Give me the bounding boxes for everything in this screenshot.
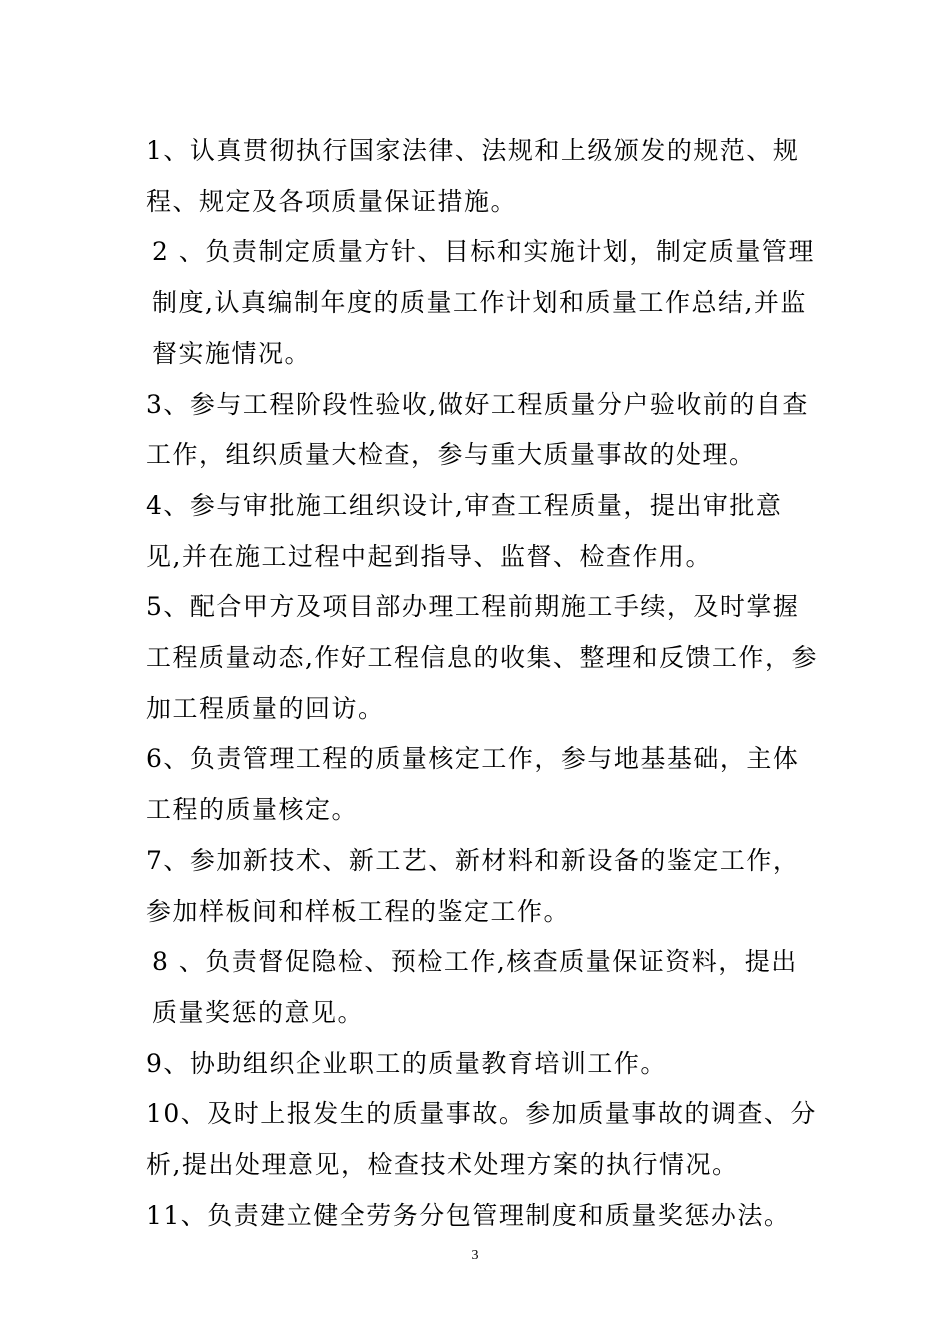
list-item-6: 6、负责管理工程的质量核定工作，参与地基基础，主体工程的质量核定。 xyxy=(146,744,800,825)
list-item-11: 11、负责建立健全劳务分包管理制度和质量奖惩办法。 xyxy=(146,1200,791,1230)
list-item-9: 9、协助组织企业职工的质量教育培训工作。 xyxy=(146,1048,667,1078)
page-number: 3 xyxy=(471,1248,479,1263)
list-item-8: 8 、负责督促隐检、预检工作,核查质量保证资料，提出质量奖惩的意见。 xyxy=(152,947,798,1027)
list-item-7: 7、参加新技术、新工艺、新材料和新设备的鉴定工作，参加样板间和样板工程的鉴定工作。 xyxy=(146,845,800,926)
list-item-10: 10、及时上报发生的质量事故。参加质量事故的调查、分析,提出处理意见，检查技术处理方案的执行情况。 xyxy=(146,1099,817,1180)
list-item-2: 2 、负责制定质量方针、目标和实施计划，制定质量管理制度,认真编制年度的质量工作计划和质量工作总结,并监督实施情况。 xyxy=(152,237,815,368)
list-item-4: 4、参与审批施工组织设计,审查工程质量，提出审批意见,并在施工过程中起到指导、监督、检查作用。 xyxy=(146,490,783,571)
document-body xyxy=(146,126,818,1241)
list-item-1: 1、认真贯彻执行国家法律、法规和上级颁发的规范、规程、规定及各项质量保证措施。 xyxy=(146,136,800,216)
list-item-5: 5、配合甲方及项目部办理工程前期施工手续，及时掌握工程质量动态,作好工程信息的收集、整理和反馈工作，参加工程质量的回访。 xyxy=(146,592,818,723)
list-item-3: 3、参与工程阶段性验收,做好工程质量分户验收前的自查工作，组织质量大检查，参与重大质量事故的处理。 xyxy=(146,389,809,470)
